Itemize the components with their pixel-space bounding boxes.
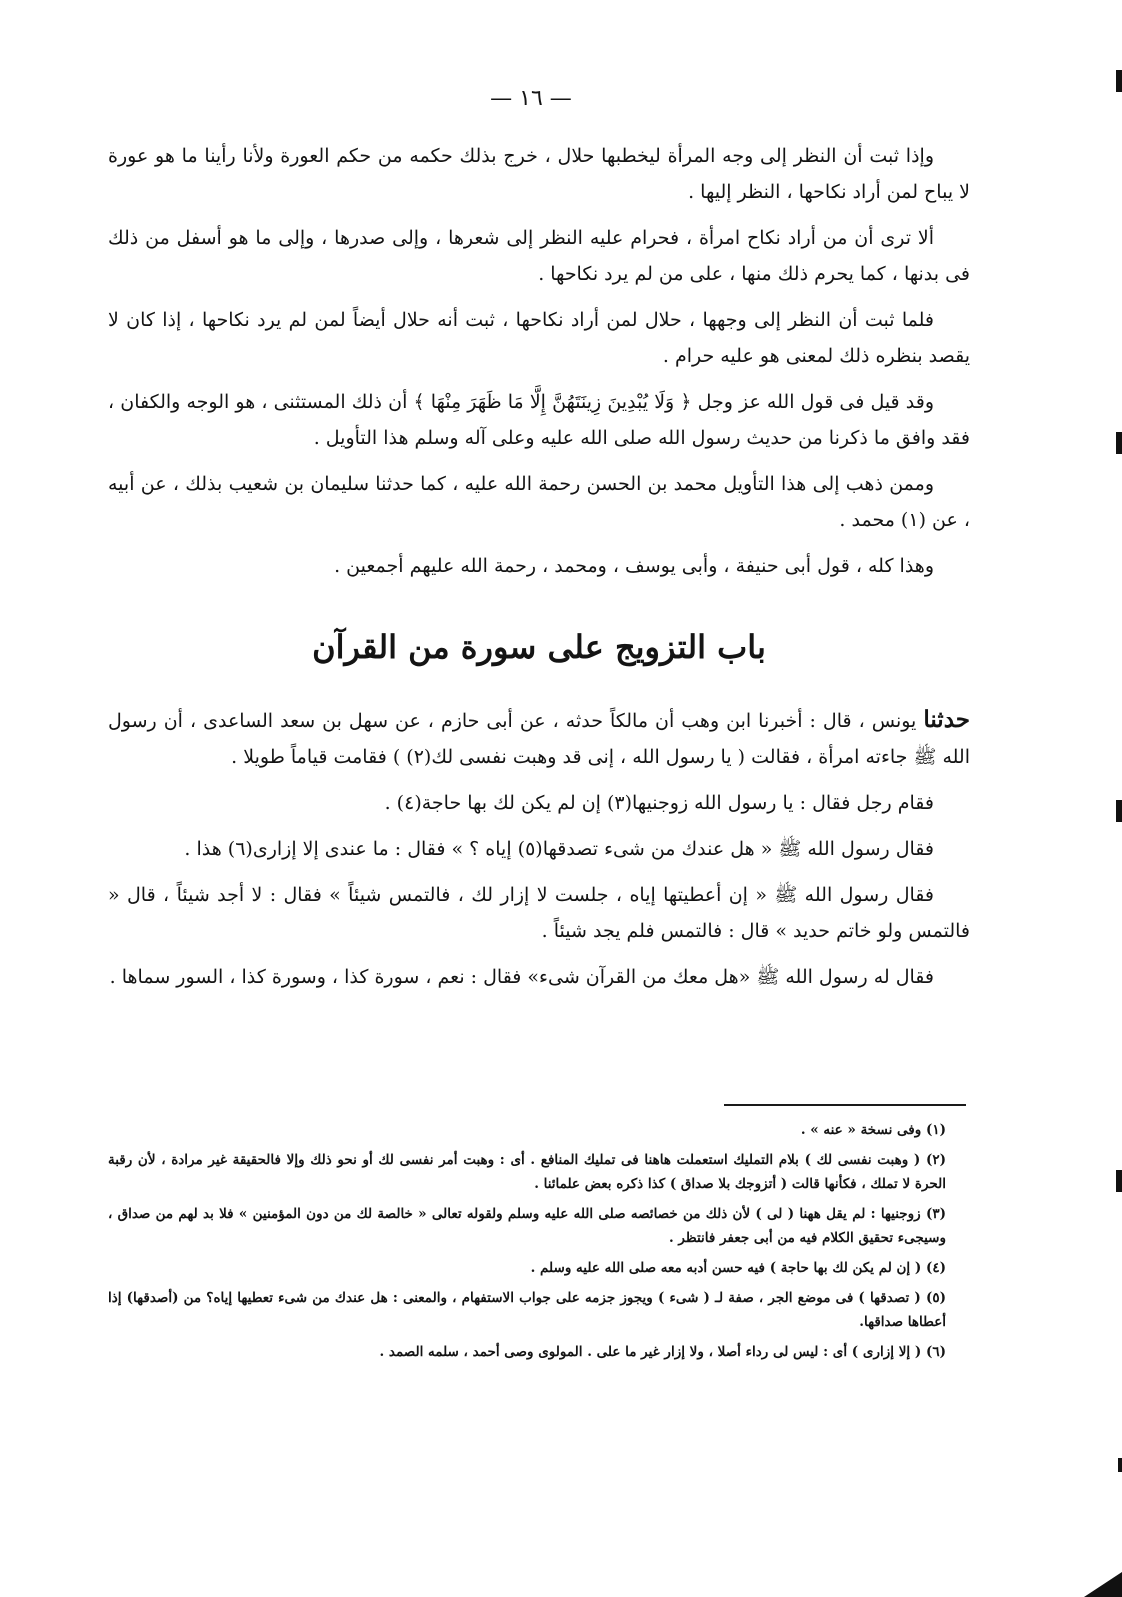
page-number: — ١٦ — (490, 86, 572, 111)
paragraph: ألا ترى أن من أراد نكاح امرأة ، فحرام عليه النظر إلى شعرها ، وإلى صدرها ، وإلى ما هو أسفل من ذلك فى بدنها ، كما يحرم ذلك منها ، على من لم يرد نكاحها . (108, 227, 970, 285)
paragraph: وهذا كله ، قول أبى حنيفة ، وأبى يوسف ، ومحمد ، رحمة الله عليهم أجمعين . (334, 555, 934, 577)
hadith-paragraph: فقال رسول الله ﷺ « هل عندك من شىء تصدقها(٥) إياه ؟ » فقال : ما عندى إلا إزارى(٦) هذا . (184, 838, 934, 860)
hadith-text: يونس ، قال : أخبرنا ابن وهب أن مالكاً حدثه ، عن أبى حازم ، عن سهل بن سعد الساعدى ، أن رسول الله ﷺ جاءته امرأة ، فقالت ( يا رسول الله ، إنى قد وهبت نفسى لك(٢) ) فقامت قياماً طويلا . (108, 710, 970, 768)
hadith-opening-word: حدثنا (923, 706, 970, 733)
footnote: (١) وفى نسخة « عنه » . (800, 1122, 946, 1138)
footnote: (٥) ( تصدقها ) فى موضع الجر ، صفة لـ ( شىء ) ويجوز جزمه على جواب الاستفهام ، والمعنى : هل عندك من شىء تعطيها إياه؟ من (أصدقها) إذا أعطاها صداقها. (108, 1290, 946, 1330)
scan-edge-mark (1116, 800, 1122, 822)
scan-edge-mark (1118, 1458, 1122, 1472)
hadith-paragraph: فقال رسول الله ﷺ « إن أعطيتها إياه ، جلست لا إزار لك ، فالتمس شيئاً » فقال : لا أجد شيئاً ، قال « فالتمس ولو خاتم حديد » قال : فالتمس فلم يجد شيئاً . (108, 884, 970, 942)
paragraph: وممن ذهب إلى هذا التأويل محمد بن الحسن رحمة الله عليه ، كما حدثنا سليمان بن شعيب بذلك ، عن أبيه ، عن (١) محمد . (108, 473, 970, 531)
scan-edge-mark (1116, 432, 1122, 454)
hadith-paragraph: فقال له رسول الله ﷺ «هل معك من القرآن شىء» فقال : نعم ، سورة كذا ، وسورة كذا ، السور سماها . (109, 966, 934, 988)
scan-edge-mark (1116, 70, 1122, 92)
footnote: (٢) ( وهبت نفسى لك ) بلام التمليك استعملت هاهنا فى تمليك المنافع . أى : وهبت أمر نفسى لك أو نحو ذلك وإلا فالحقيقة غير مرادة ، لأن رقبة الحرة لا تملك ، فكأنها قالت ( أتزوجك بلا صداق ) كذا ذكره بعض علمائنا . (108, 1152, 946, 1192)
footnote-divider (724, 1104, 966, 1106)
chapter-title: باب التزويج على سورة من القرآن (312, 628, 766, 666)
footnotes (108, 1118, 970, 1370)
scan-corner-mark (1084, 1572, 1122, 1597)
paragraph: وقد قيل فى قول الله عز وجل ﴿ وَلَا يُبْدِينَ زِينَتَهُنَّ إِلَّا مَا ظَهَرَ مِنْهَا ﴾ أن ذلك المستثنى ، هو الوجه والكفان ، فقد وافق ما ذكرنا من حديث رسول الله صلى الله عليه وعلى آله وسلم هذا التأويل . (108, 391, 970, 449)
hadith-paragraph: فقام رجل فقال : يا رسول الله زوجنيها(٣) إن لم يكن لك بها حاجة(٤) . (384, 792, 934, 814)
paragraph: وإذا ثبت أن النظر إلى وجه المرأة ليخطبها حلال ، خرج بذلك حكمه من حكم العورة ولأنا رأينا ما هو عورة لا يباح لمن أراد نكاحها ، النظر إليها . (108, 145, 970, 203)
paragraph: فلما ثبت أن النظر إلى وجهها ، حلال لمن أراد نكاحها ، ثبت أنه حلال أيضاً لمن لم يرد نكاحها ، إذا كان لا يقصد بنظره ذلك لمعنى هو عليه حرام . (108, 309, 970, 367)
main-text (108, 138, 970, 1005)
scan-edge-mark (1116, 1170, 1122, 1192)
footnote: (٤) ( إن لم يكن لك بها حاجة ) فيه حسن أدبه معه صلى الله عليه وسلم . (530, 1260, 946, 1276)
footnote: (٦) ( إلا إزارى ) أى : ليس لى رداء أصلا ، ولا إزار غير ما على . المولوى وصى أحمد ، سلمه الصمد . (379, 1344, 946, 1360)
hadith-paragraph (108, 702, 970, 775)
footnote: (٣) زوجنيها : لم يقل ههنا ( لى ) لأن ذلك من خصائصه صلى الله عليه وسلم ولقوله تعالى « خالصة لك من دون المؤمنين » فلا بد لهم من صداق ، وسيجىء تحقيق الكلام فيه من أبى جعفر فانتظر . (108, 1206, 946, 1246)
